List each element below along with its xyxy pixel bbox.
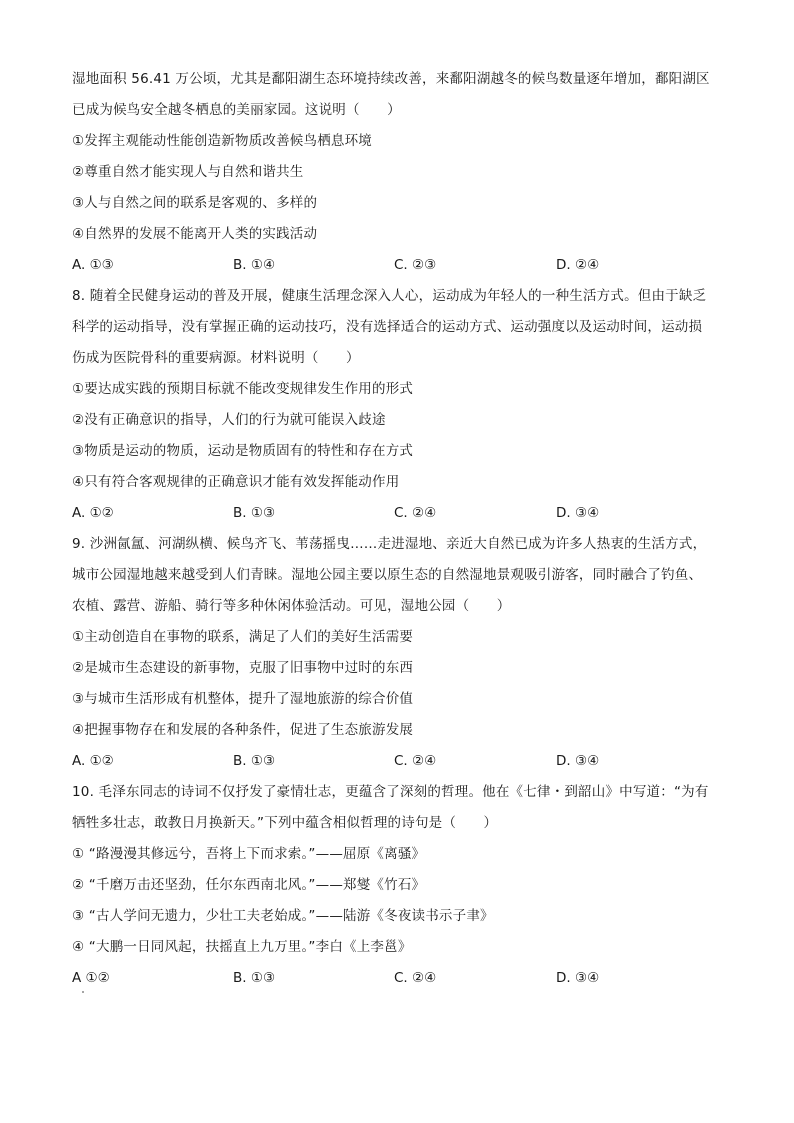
statement-item: ③ “古人学问无遗力，少壮工夫老始成。”——陆游《冬夜读书示子聿》 xyxy=(72,908,494,924)
stray-dot xyxy=(82,991,84,993)
option-d: D. ②④ xyxy=(556,257,600,273)
option-b: B. ①③ xyxy=(233,505,276,521)
statement-item: ①发挥主观能动性能创造新物质改善候鸟栖息环境 xyxy=(72,133,373,149)
answer-options xyxy=(72,746,722,777)
statement-item: ③物质是运动的物质，运动是物质固有的特性和存在方式 xyxy=(72,443,414,459)
question-stem-line: 10. 毛泽东同志的诗词不仅抒发了豪情壮志，更蕴含了深刻的哲理。他在《七律・到韶山》中写道：“为有 xyxy=(72,784,709,800)
option-d: D. ③④ xyxy=(556,970,600,986)
statement-item: ①要达成实践的预期目标就不能改变规律发生作用的形式 xyxy=(72,381,414,397)
question-10 xyxy=(72,777,722,994)
statement-item: ③与城市生活形成有机整体，提升了湿地旅游的综合价值 xyxy=(72,691,414,707)
option-c: C. ②③ xyxy=(394,257,437,273)
statement-item: ④ “大鹏一日同风起，扶摇直上九万里。”李白《上李邕》 xyxy=(72,939,412,955)
question-stem-line: 农植、露营、游船、骑行等多种休闲体验活动。可见，湿地公园（ ） xyxy=(72,598,511,614)
option-a: A. ①③ xyxy=(72,257,114,273)
question-stem-line: 8. 随着全民健身运动的普及开展，健康生活理念深入人心，运动成为年轻人的一种生活方式。但由于缺乏 xyxy=(72,288,707,304)
question-stem-line: 湿地面积 56.41 万公顷，尤其是鄱阳湖生态环境持续改善，来鄱阳湖越冬的候鸟数量逐年增加，鄱阳湖区 xyxy=(72,71,710,87)
option-a: A ①② xyxy=(72,970,110,986)
statement-item: ②没有正确意识的指导，人们的行为就可能误入歧途 xyxy=(72,412,386,428)
statement-item: ① “路漫漫其修远兮，吾将上下而求索。”——屈原《离骚》 xyxy=(72,846,426,862)
option-c: C. ②④ xyxy=(394,970,437,986)
option-d: D. ③④ xyxy=(556,753,600,769)
exam-page xyxy=(72,64,722,994)
question-stem-line: 科学的运动指导，没有掌握正确的运动技巧，没有选择适合的运动方式、运动强度以及运动时间，运动损 xyxy=(72,319,703,335)
question-8 xyxy=(72,281,722,529)
statement-item: ②尊重自然才能实现人与自然和谐共生 xyxy=(72,164,304,180)
answer-options xyxy=(72,498,722,529)
option-d: D. ③④ xyxy=(556,505,600,521)
option-c: C. ②④ xyxy=(394,753,437,769)
answer-options xyxy=(72,963,722,994)
option-c: C. ②④ xyxy=(394,505,437,521)
option-b: B. ①③ xyxy=(233,970,276,986)
option-a: A. ①② xyxy=(72,753,114,769)
question-9 xyxy=(72,529,722,777)
answer-options xyxy=(72,250,722,281)
question-stem-line: 城市公园湿地越来越受到人们青睐。湿地公园主要以原生态的自然湿地景观吸引游客，同时融合了钓鱼、 xyxy=(72,567,703,583)
question-stem-line: 伤成为医院骨科的重要病源。材料说明（ ） xyxy=(72,350,360,366)
option-a: A. ①② xyxy=(72,505,114,521)
question-stem-line: 已成为候鸟安全越冬栖息的美丽家园。这说明（ ） xyxy=(72,102,401,118)
question-7 xyxy=(72,64,722,281)
option-b: B. ①④ xyxy=(233,257,276,273)
statement-item: ④自然界的发展不能离开人类的实践活动 xyxy=(72,226,318,242)
statement-item: ④把握事物存在和发展的各种条件，促进了生态旅游发展 xyxy=(72,722,414,738)
option-b: B. ①③ xyxy=(233,753,276,769)
statement-item: ①主动创造自在事物的联系，满足了人们的美好生活需要 xyxy=(72,629,414,645)
question-stem-line: 9. 沙洲氤氲、河湖纵横、候鸟齐飞、苇荡摇曳……走进湿地、亲近大自然已成为许多人热衷的生活方式， xyxy=(72,536,707,552)
question-stem-line: 牺牲多壮志，敢教日月换新天。”下列中蕴含相似哲理的诗句是（ ） xyxy=(72,815,498,831)
statement-item: ② “千磨万击还坚劲，任尔东西南北风。”——郑燮《竹石》 xyxy=(72,877,426,893)
statement-item: ②是城市生态建设的新事物，克服了旧事物中过时的东西 xyxy=(72,660,414,676)
statement-item: ④只有符合客观规律的正确意识才能有效发挥能动作用 xyxy=(72,474,400,490)
statement-item: ③人与自然之间的联系是客观的、多样的 xyxy=(72,195,318,211)
